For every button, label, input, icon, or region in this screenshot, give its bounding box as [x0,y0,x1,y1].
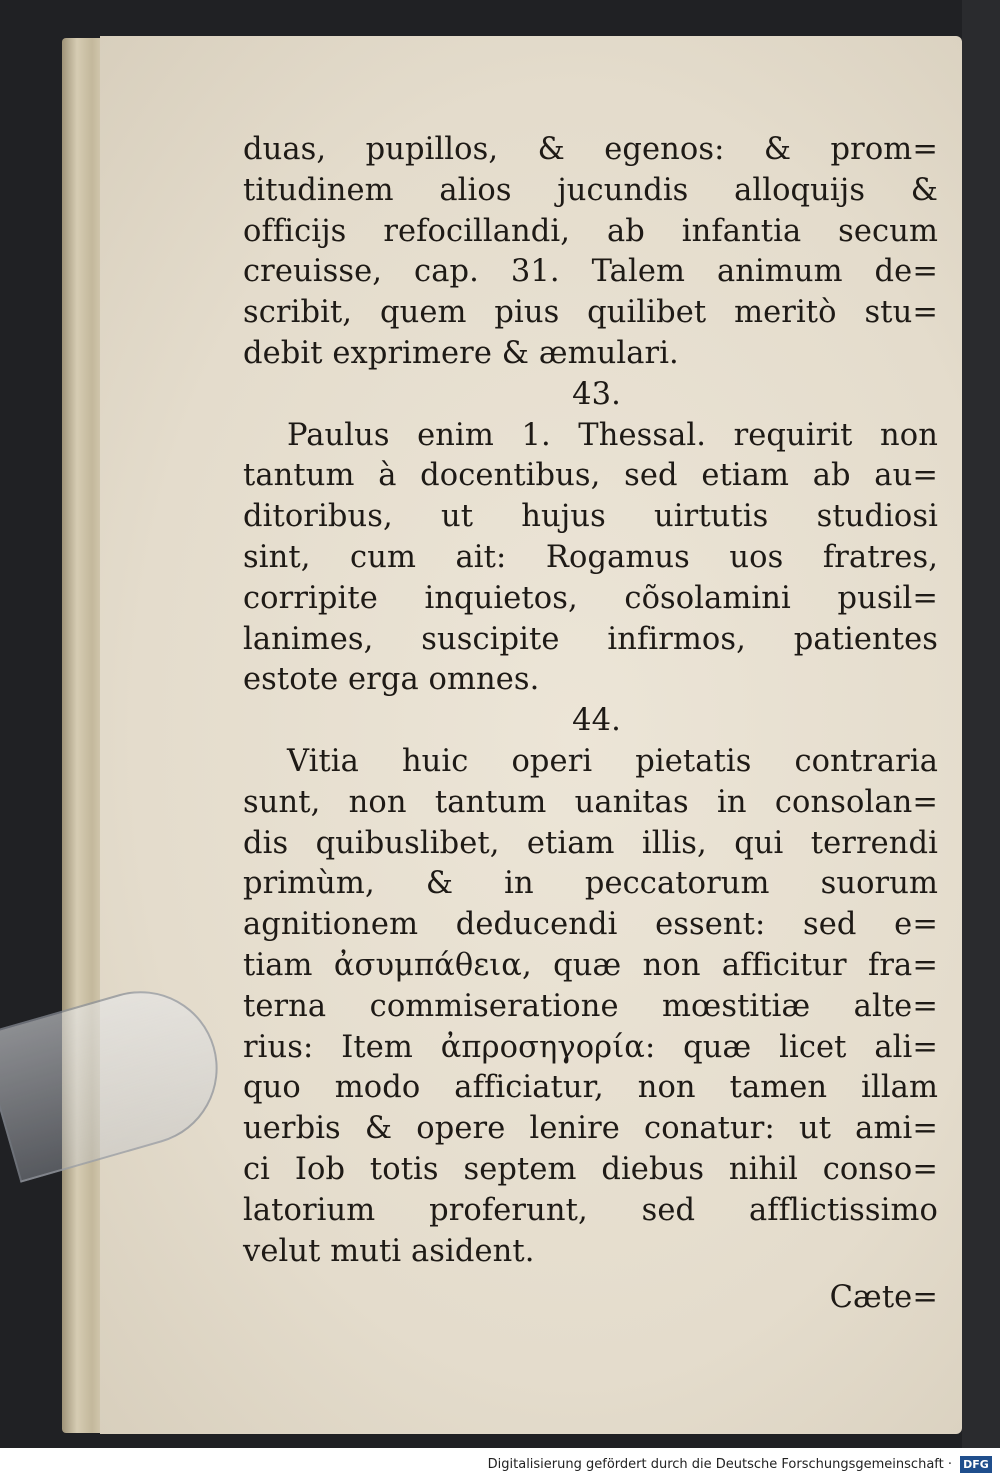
text-line: agnitionem deducendi essent: sed e= [243,907,938,943]
text-line: creuisse, cap. 31. Talem animum de= [243,254,938,290]
catchword: Cæte= [829,1280,938,1316]
text-line: velut muti asident. [243,1233,535,1269]
text-line: debit exprimere & æmulari. [243,335,679,371]
text-line: estote erga omnes. [243,662,540,698]
text-line: duas, pupillos, & egenos: & prom= [243,132,938,167]
text-line: quo modo afficiatur, non tamen illam [243,1070,938,1106]
text-line: rius: Item ἀπροσηγορία: quæ licet ali= [243,1029,938,1065]
text-line: uerbis & opere lenire conatur: ut ami= [243,1111,938,1147]
text-line: tiam ἀσυμπάθεια, quæ non afficitur fra= [243,947,938,983]
text-line: officijs refocillandi, ab infantia secum [243,213,938,249]
text-line: latorium proferunt, sed afflictissimo [243,1192,938,1228]
section-number-43: 43. [572,376,621,412]
text-line: ditoribus, ut hujus uirtutis studiosi [243,499,938,535]
footer-bar [0,1448,1000,1482]
text-line: titudinem alios jucundis alloquijs & [243,172,938,208]
facing-page-strip [962,0,1000,1448]
dfg-logo-icon: DFG [960,1456,992,1473]
text-line: dis quibuslibet, etiam illis, qui terrendi [243,825,938,861]
text-line: tantum à docentibus, sed etiam ab au= [243,458,938,494]
text-line: ci Iob totis septem diebus nihil conso= [243,1151,938,1187]
footer-credit: Digitalisierung gefördert durch die Deutsche Forschungsgemeinschaft · [487,1457,952,1472]
text-line: Paulus enim 1. Thessal. requirit non [287,417,938,453]
text-line: terna commiseratione mœstitiæ alte= [243,988,938,1024]
text-line: scribit, quem pius quilibet meritò stu= [243,295,938,331]
text-line: sunt, non tantum uanitas in consolan= [243,784,938,820]
text-line: corripite inquietos, cõsolamini pusil= [243,580,938,616]
text-line: primùm, & in peccatorum suorum [243,866,938,902]
section-number-44: 44. [572,703,621,739]
text-line: lanimes, suscipite infirmos, patientes [243,621,938,657]
text-line: sint, cum ait: Rogamus uos fratres, [243,539,938,575]
page-text [243,130,938,1319]
text-line: Vitia huic operi pietatis contraria [287,743,938,779]
